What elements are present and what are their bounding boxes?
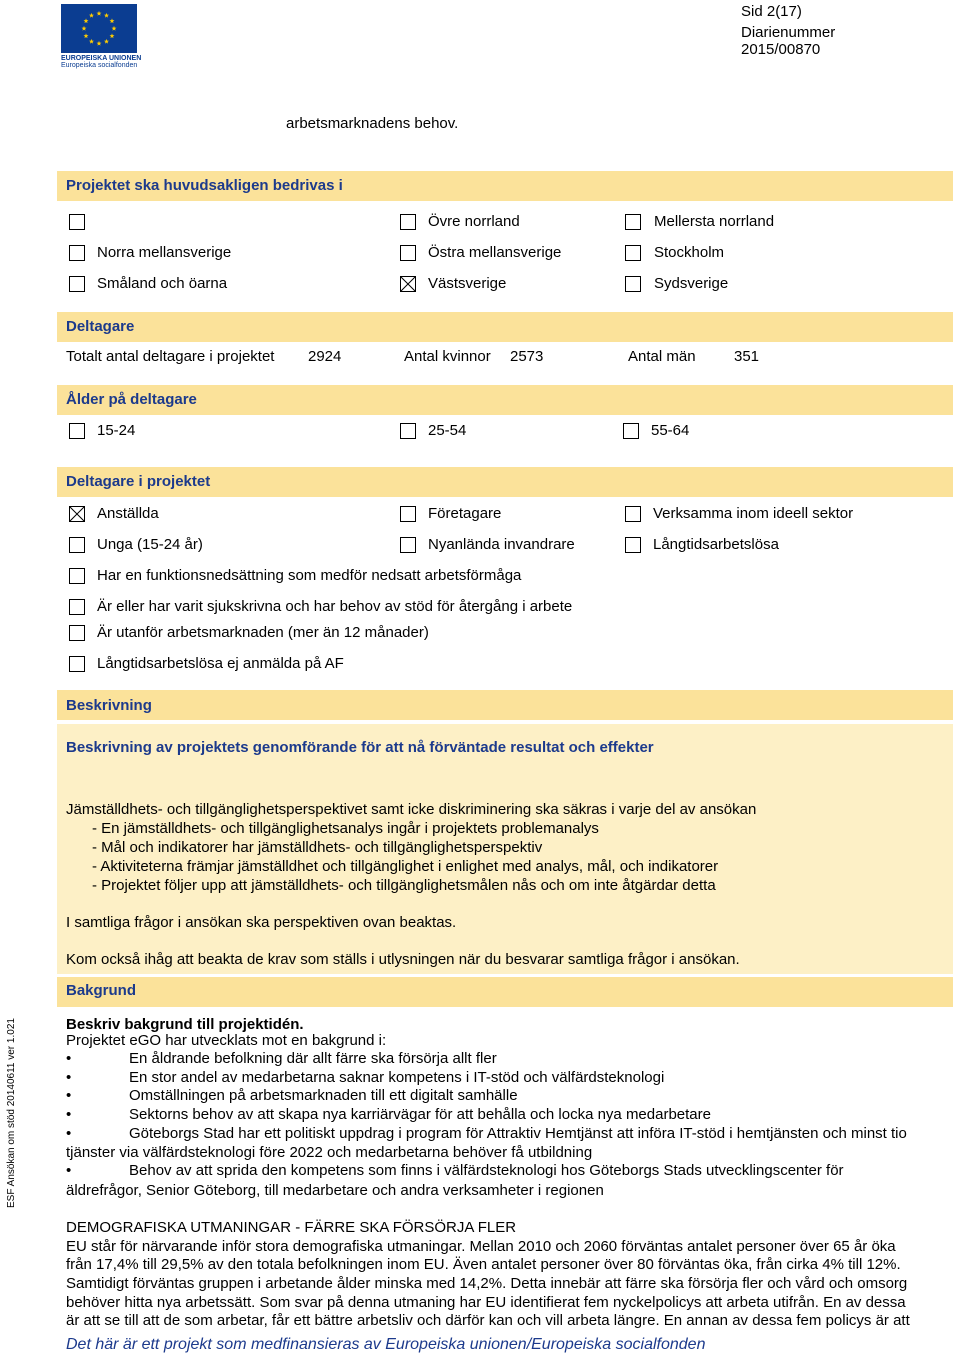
age-1-checkbox[interactable] — [400, 423, 416, 439]
eu-logo — [61, 4, 142, 69]
list-item: Omställningen på arbetsmarknaden till ett digitalt samhälle — [129, 1087, 518, 1104]
bullet-icon: • — [66, 1087, 72, 1104]
age-heading: Ålder på deltagare — [66, 391, 197, 408]
participants-band — [57, 312, 953, 342]
page-number: Sid 2(17) — [741, 3, 802, 20]
bullet-icon: • — [66, 1162, 72, 1179]
category-1-label: Företagare — [428, 505, 502, 522]
star-icon — [110, 18, 115, 23]
region-1-label: Övre norrland — [428, 213, 520, 230]
star-icon — [97, 41, 102, 46]
description-line: - Aktiviteterna främjar jämställdhet och tillgänglighet i enlighet med analys, mål, och indikatorer — [92, 858, 719, 875]
demographics-heading: DEMOGRAFISKA UTMANINGAR - FÄRRE SKA FÖRSÖRJA FLER — [66, 1219, 517, 1236]
star-icon — [112, 26, 117, 31]
description-subheading: Beskrivning av projektets genomförande för att nå förväntade resultat och effekter — [66, 739, 654, 756]
diary-number: 2015/00870 — [741, 41, 821, 58]
footer-cofinancing: Det här är ett projekt som medfinansieras av Europeiska unionen/Europeiska socialfonden — [66, 1336, 706, 1353]
eu-flag-icon — [61, 4, 137, 53]
demographics-line: behöver hitta nya arbetssätt. Som svar på denna utmaning har EU identifierat fem nyckelpolicys att arbeta utifrån. En av dessa — [66, 1294, 906, 1311]
logo-line-2: Europeiska socialfonden — [61, 62, 138, 69]
age-0-label: 15-24 — [97, 422, 136, 439]
bullet-icon: • — [66, 1050, 72, 1067]
region-5-checkbox[interactable] — [625, 245, 641, 261]
region-8-label: Sydsverige — [654, 275, 729, 292]
star-icon — [89, 13, 94, 18]
category-7-label: Är eller har varit sjukskrivna och har behov av stöd för återgång i arbete — [97, 598, 573, 615]
description-line: - Projektet följer upp att jämställdhets- och tillgänglighetsmålen nås och om inte åtgärdar detta — [92, 877, 716, 894]
region-2-label: Mellersta norrland — [654, 213, 775, 230]
star-icon — [89, 39, 94, 44]
region-2-checkbox[interactable] — [625, 214, 641, 230]
total-participants-label: Totalt antal deltagare i projektet — [66, 348, 275, 365]
demographics-line: Samtidigt förväntas gruppen i arbetande ålder minska med 14,2%. Detta innebär att färre ska försörja fler och vård och omsorg — [66, 1275, 908, 1292]
region-6-label: Småland och öarna — [97, 275, 228, 292]
age-2-checkbox[interactable] — [623, 423, 639, 439]
category-5-checkbox[interactable] — [625, 537, 641, 553]
background-question: Beskriv bakgrund till projektidén. — [66, 1016, 304, 1033]
description-line: - Mål och indikatorer har jämställdhets- och tillgänglighetsperspektiv — [92, 839, 543, 856]
category-4-checkbox[interactable] — [400, 537, 416, 553]
description-line: - En jämställdhets- och tillgänglighetsanalys ingår i projektets problemanalys — [92, 820, 599, 837]
list-item-continuation: tjänster via välfärdsteknologi före 2022 och medarbetarna behöver få utbildning — [66, 1144, 593, 1161]
region-4-checkbox[interactable] — [400, 245, 416, 261]
participants-heading: Deltagare — [66, 318, 135, 335]
men-value: 351 — [734, 348, 760, 365]
regions-heading: Projektet ska huvudsakligen bedrivas i — [66, 177, 343, 194]
region-5-label: Stockholm — [654, 244, 725, 261]
logo-line-1: EUROPEISKA UNIONEN — [61, 55, 142, 62]
star-icon — [84, 33, 89, 38]
men-label: Antal män — [628, 348, 696, 365]
category-6-label: Har en funktionsnedsättning som medför nedsatt arbetsförmåga — [97, 567, 522, 584]
category-2-checkbox[interactable] — [625, 506, 641, 522]
region-7-label: Västsverige — [428, 275, 507, 292]
region-8-checkbox[interactable] — [625, 276, 641, 292]
category-0-checkbox[interactable] — [69, 506, 85, 522]
category-1-checkbox[interactable] — [400, 506, 416, 522]
age-1-label: 25-54 — [428, 422, 467, 439]
background-band — [57, 977, 953, 1007]
bullet-icon: • — [66, 1125, 72, 1142]
star-icon — [104, 39, 109, 44]
women-label: Antal kvinnor — [404, 348, 491, 365]
total-participants-value: 2924 — [308, 348, 342, 365]
region-0-checkbox[interactable] — [69, 214, 85, 230]
intro-tail: arbetsmarknadens behov. — [286, 115, 459, 132]
category-3-label: Unga (15-24 år) — [97, 536, 203, 553]
demographics-line: från 17,4% till 29,5% av den totala befolkningen inom EU. Även antalet personer över 80 förväntas öka, från cirka 4% till 12%. — [66, 1256, 901, 1273]
description-band — [57, 690, 953, 720]
category-9-checkbox[interactable] — [69, 656, 85, 672]
region-3-label: Norra mellansverige — [97, 244, 232, 261]
region-4-label: Östra mellansverige — [428, 244, 562, 261]
star-icon — [84, 18, 89, 23]
demographics-line: EU står för närvarande inför stora demografiska utmaningar. Mellan 2010 och 2060 förväntas antalet personer över 65 år öka — [66, 1238, 896, 1255]
region-7-checkbox[interactable] — [400, 276, 416, 292]
side-form-version: ESF Ansökan om stöd 20140611 ver 1.021 — [6, 1018, 17, 1208]
region-6-checkbox[interactable] — [69, 276, 85, 292]
category-9-label: Långtidsarbetslösa ej anmälda på AF — [97, 655, 344, 672]
description-heading: Beskrivning — [66, 697, 152, 714]
bullet-icon: • — [66, 1106, 72, 1123]
list-item: En åldrande befolkning där allt färre ska försörja allt fler — [129, 1050, 497, 1067]
star-icon — [82, 26, 87, 31]
categories-heading: Deltagare i projektet — [66, 473, 211, 490]
list-item: Behov av att sprida den kompetens som finns i välfärdsteknologi hos Göteborgs Stads utvecklingscenter för — [129, 1162, 844, 1179]
age-2-label: 55-64 — [651, 422, 690, 439]
category-7-checkbox[interactable] — [69, 599, 85, 615]
list-item-continuation: äldrefrågor, Senior Göteborg, till medarbetare och andra verksamheter i regionen — [66, 1182, 604, 1199]
category-3-checkbox[interactable] — [69, 537, 85, 553]
description-note: Kom också ihåg att beakta de krav som ställs i utlysningen när du besvarar samtliga frågor i ansökan. — [66, 951, 740, 968]
list-item: Göteborgs Stad har ett politiskt uppdrag i program för Attraktiv Hemtjänst att införa IT-stöd i hemtjänsten och minst tio — [129, 1125, 907, 1142]
star-icon — [110, 33, 115, 38]
category-5-label: Långtidsarbetslösa — [653, 536, 779, 553]
demographics-line: är att se till att de som arbetar, får ett bättre arbetsliv och därför kan och vill arbeta längre. En annan av dessa fem policys är att — [66, 1312, 910, 1329]
age-0-checkbox[interactable] — [69, 423, 85, 439]
background-heading: Bakgrund — [66, 982, 137, 999]
region-1-checkbox[interactable] — [400, 214, 416, 230]
category-6-checkbox[interactable] — [69, 568, 85, 584]
women-value: 2573 — [510, 348, 544, 365]
star-icon — [97, 11, 102, 16]
diary-label: Diarienummer — [741, 24, 836, 41]
description-note: I samtliga frågor i ansökan ska perspektiven ovan beaktas. — [66, 914, 457, 931]
region-3-checkbox[interactable] — [69, 245, 85, 261]
category-0-label: Anställda — [97, 505, 159, 522]
list-item: Sektorns behov av att skapa nya karriärvägar för att behålla och locka nya medarbetare — [129, 1106, 711, 1123]
bullet-icon: • — [66, 1069, 72, 1086]
star-icon — [104, 13, 109, 18]
category-4-label: Nyanlända invandrare — [428, 536, 575, 553]
background-intro: Projektet eGO har utvecklats mot en bakgrund i: — [66, 1032, 387, 1049]
description-line: Jämställdhets- och tillgänglighetsperspektivet samt icke diskriminering ska säkras i varje del av ansökan — [66, 801, 757, 818]
category-2-label: Verksamma inom ideell sektor — [653, 505, 854, 522]
category-8-checkbox[interactable] — [69, 625, 85, 641]
category-8-label: Är utanför arbetsmarknaden (mer än 12 månader) — [97, 624, 429, 641]
list-item: En stor andel av medarbetarna saknar kompetens i IT-stöd och välfärdsteknologi — [129, 1069, 665, 1086]
